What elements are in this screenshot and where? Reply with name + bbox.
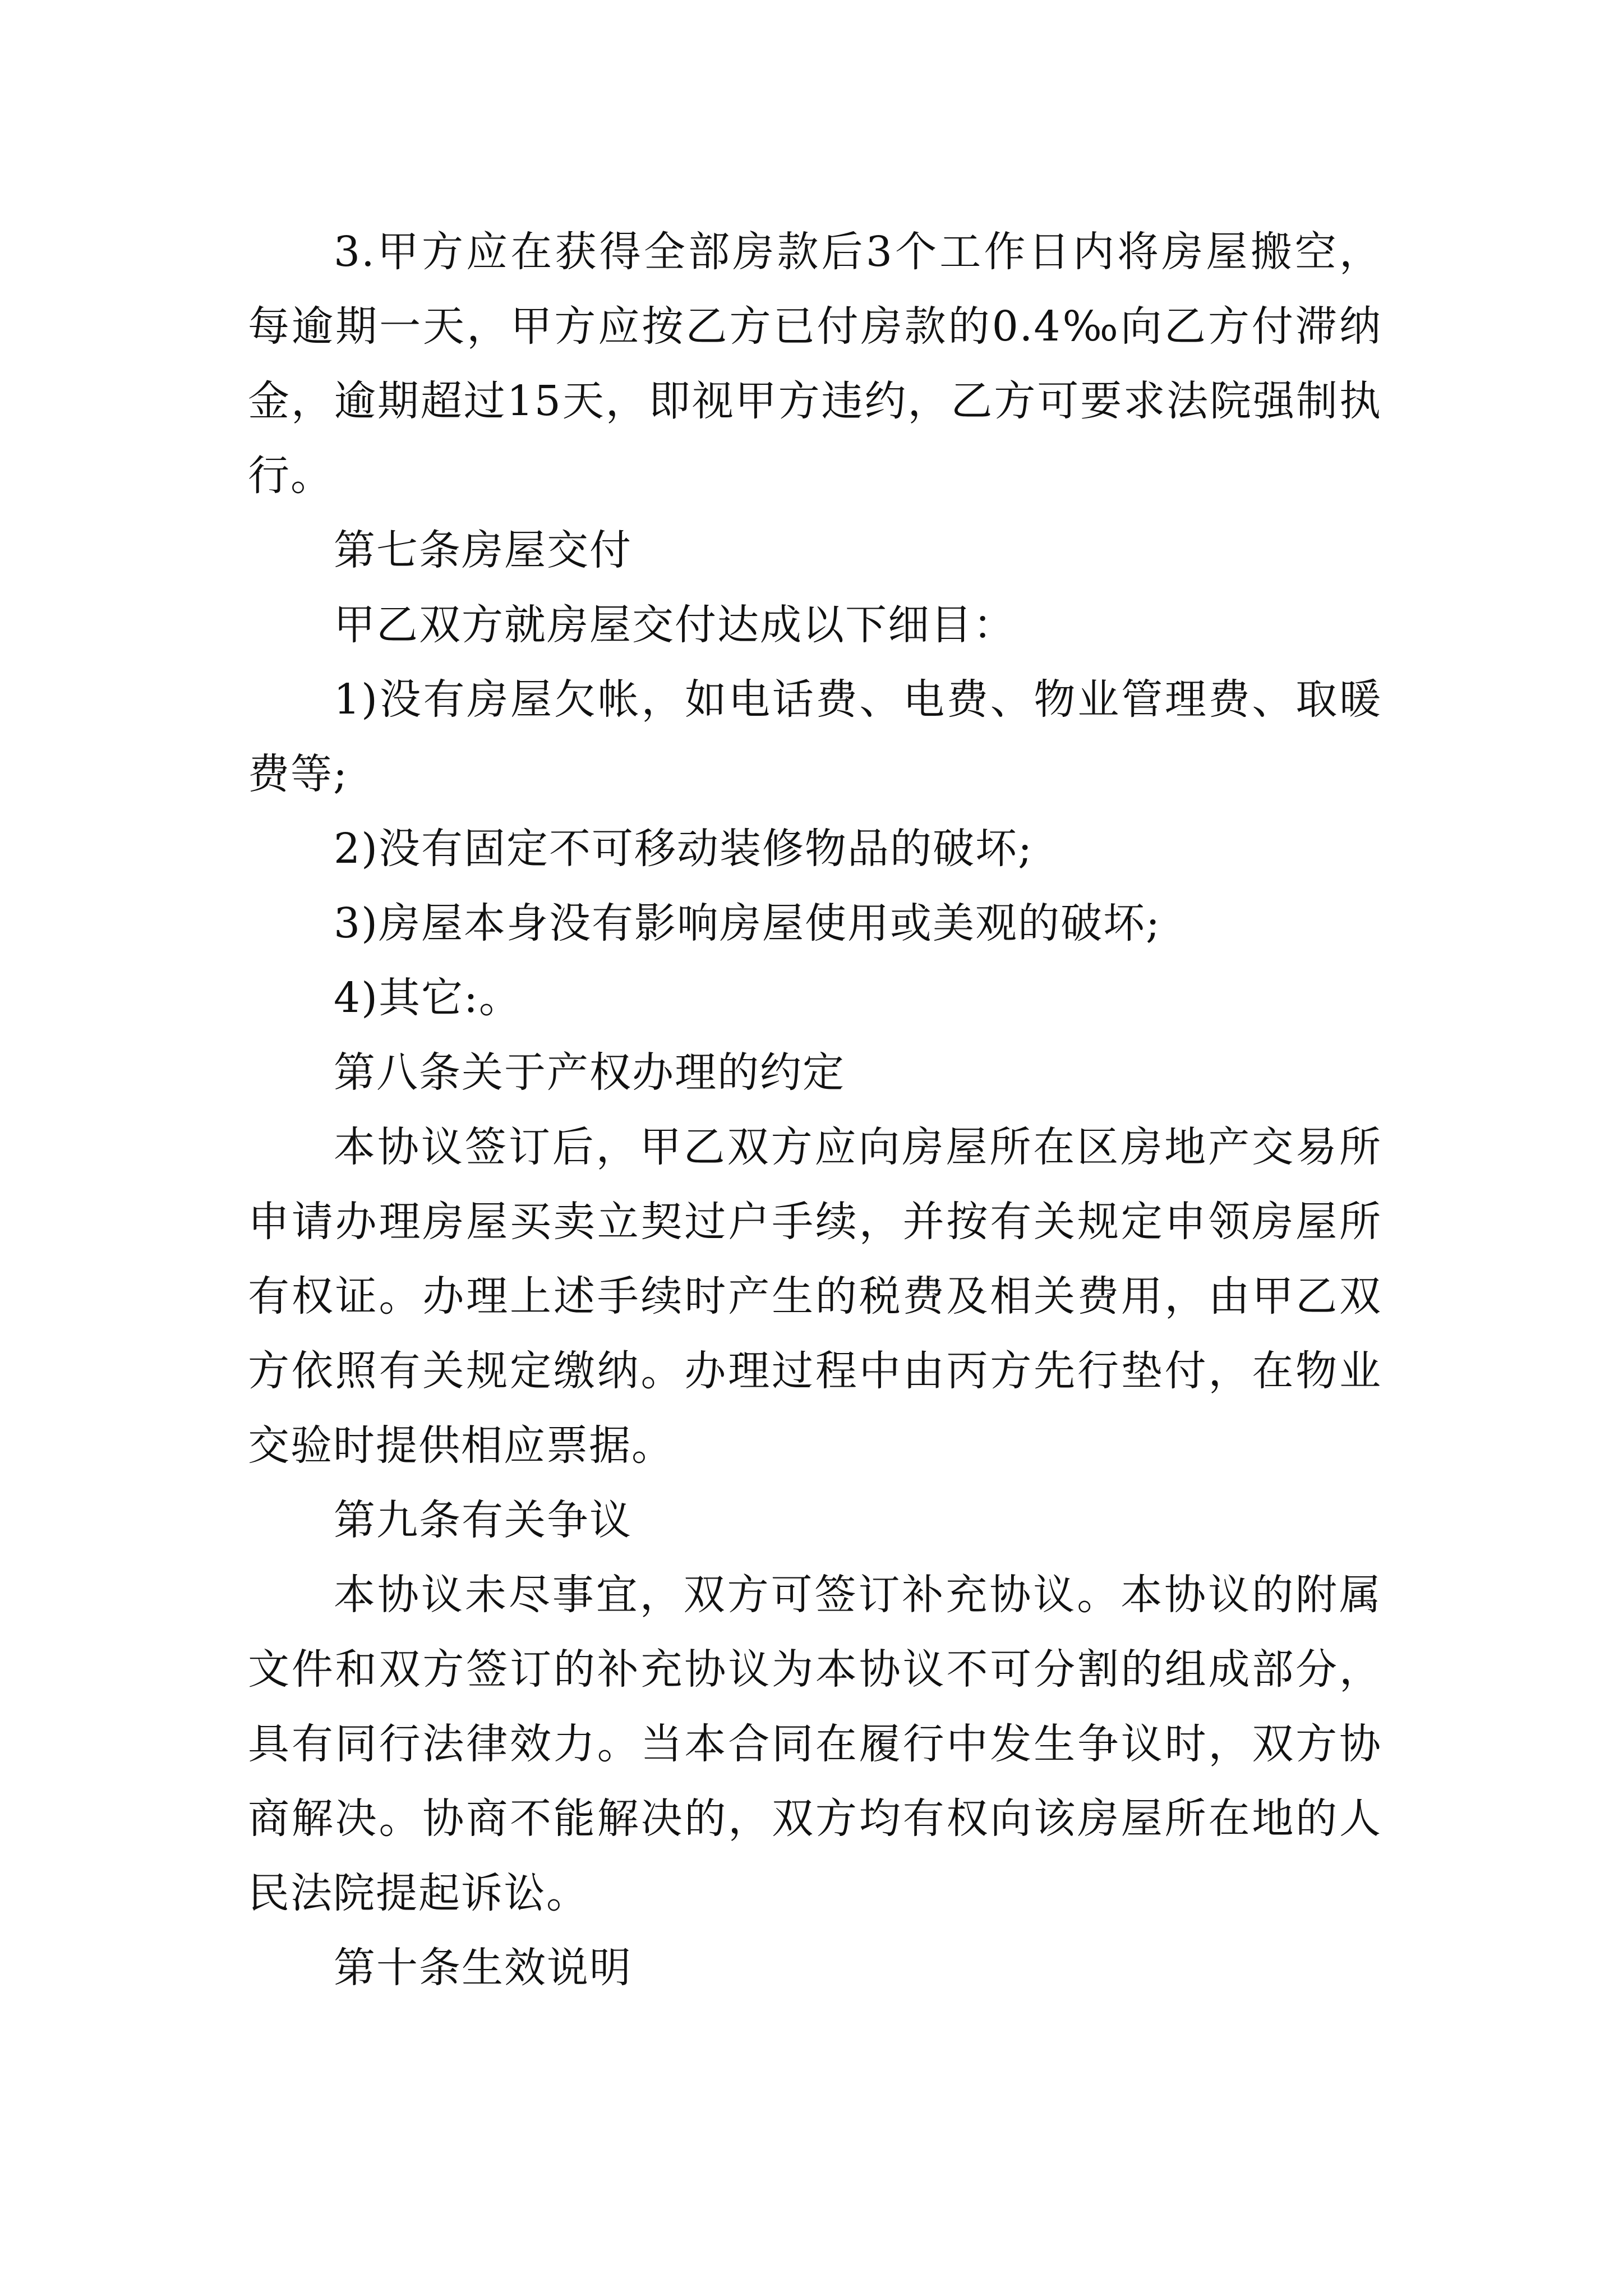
delivery-item-1: 1)没有房屋欠帐，如电话费、电费、物业管理费、取暖费等; — [248, 675, 1382, 798]
delivery-item-4: 4)其它:。 — [334, 974, 522, 1022]
article-9-heading: 第九条有关争议 — [334, 1496, 632, 1544]
delivery-item-2: 2)没有固定不可移动装修物品的破坏; — [334, 825, 1033, 873]
delivery-item-3: 3)房屋本身没有影响房屋使用或美观的破坏; — [334, 899, 1161, 947]
article-10-heading: 第十条生效说明 — [334, 1944, 632, 1992]
clause-paragraph-late-move-out: 3.甲方应在获得全部房款后3个工作日内将房屋搬空，每逾期一天，甲方应按乙方已付房款的0.4‰向乙方付滞纳金，逾期超过15天，即视甲方违约，乙方可要求法院强制执行。 — [248, 228, 1382, 500]
document-page — [248, 215, 1382, 2005]
property-rights-paragraph: 本协议签订后，甲乙双方应向房屋所在区房地产交易所申请办理房屋买卖立契过户手续，并按有关规定申领房屋所有权证。办理上述手续时产生的税费及相关费用，由甲乙双方依照有关规定缴纳。办理过程中由丙方先行垫付，在物业交验时提供相应票据。 — [248, 1123, 1382, 1470]
delivery-intro-paragraph: 甲乙双方就房屋交付达成以下细目： — [334, 601, 1016, 649]
article-8-heading: 第八条关于产权办理的约定 — [334, 1048, 845, 1097]
dispute-paragraph: 本协议未尽事宜，双方可签订补充协议。本协议的附属文件和双方签订的补充协议为本协议不可分割的组成部分，具有同行法律效力。当本合同在履行中发生争议时，双方协商解决。协商不能解决的，双方均有权向该房屋所在地的人民法院提起诉讼。 — [248, 1571, 1382, 1917]
article-7-heading: 第七条房屋交付 — [334, 526, 632, 574]
